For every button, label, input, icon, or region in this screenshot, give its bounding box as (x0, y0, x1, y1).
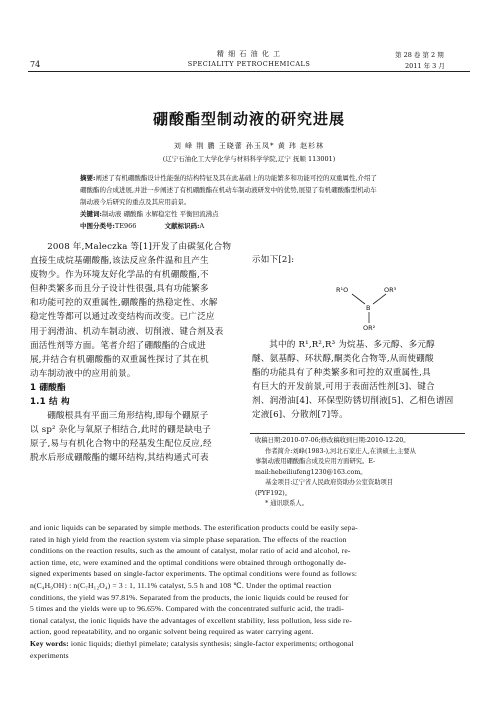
english-keywords-label: Key words: (30, 638, 69, 648)
paragraph-line: 动车制动液中的应用前景。 (30, 368, 136, 379)
abstract-line: 硼酸酯的合成进展,并进一步阐述了有机硼酸酯在机动车制动液研发中的优势,展望了有机硼酸酯型机动车 (80, 186, 377, 194)
right-column-text (252, 338, 467, 423)
article-title: 硼酸酯型制动液的研究进展 (152, 110, 345, 128)
footnote-line: 作者简介:刘峰(1983-),河北石家庄人,在读硕士,主要从 (265, 447, 416, 455)
english-abstract-line: conditions, the yield was 97.81%. Separated from the products, the ionic liquids could be reused for (30, 592, 349, 602)
left-column-intro (30, 240, 245, 466)
paragraph-line: 废物少。作为环境友好化学品的有机硼酸酯,不 (30, 270, 209, 281)
paragraph-line: 用于润滑油、机动车制动液、切削液、键合剂及表 (30, 326, 224, 337)
english-abstract-line: rated in high yield from the reaction system via simple phase separation. The effects of the reaction (30, 534, 347, 544)
english-keywords-cont: experiments (30, 650, 69, 660)
paragraph-line: 原子,易与有机化合物中的羟基发生配位反应,经 (30, 439, 212, 450)
paragraph-line: 和功能可控的双重属性,硼酸酯的热稳定性、水解 (30, 298, 218, 309)
structure-or3: OR³ (384, 286, 397, 294)
paragraph-line: 有巨大的开发前景,可用于表面活性剂[3]、键合 (252, 382, 435, 393)
paragraph-line: 脱水后形成硼酸酯的螺环结构,其结构通式可表 (30, 453, 209, 464)
header-rule (28, 71, 470, 72)
structure-boron: B (366, 304, 371, 312)
english-abstract-line: action time, etc, were examined and the optimal conditions were obtained through orthogonally de- (30, 557, 347, 567)
footnote (255, 436, 470, 510)
footnote-rule (250, 433, 465, 434)
class-number-label: 中图分类号: (80, 222, 115, 230)
affiliation: (辽宁石油化工大学化学与材料科学学院,辽宁 抚顺 113001) (162, 155, 336, 163)
paragraph-line: 醚、氨基醇、环状醇,酮类化合物等,从而使硼酸 (252, 354, 434, 365)
paragraph-line: 展,并结合有机硼酸酯的双重属性探讨了其在机 (30, 354, 209, 365)
publication-date: 2011 年 3 月 (405, 62, 445, 70)
paragraph-line: 硼酸根具有平面三角形结构,即每个硼原子 (47, 411, 209, 422)
paragraph-line: 面活性剂等方面。笔者介绍了硼酸酯的合成进 (30, 340, 206, 351)
journal-name-cn: 精 细 石 油 化 工 (216, 50, 282, 58)
document-code: A (199, 222, 205, 230)
english-abstract-line: action, good repeatability, and no organic solvent being required as water carrying agent. (30, 627, 314, 637)
section-heading-1: 1 硼酸酯 (30, 382, 66, 393)
footnote-line: 收稿日期:2010-07-06;修改稿收到日期:2010-12-20。 (255, 437, 410, 444)
paragraph-line: 定液[6]、分散剂[7]等。 (252, 410, 348, 421)
paragraph-line: 其中的 R¹,R²,R³ 为烷基、多元醇、多元醇 (269, 340, 435, 350)
abstract-label: 摘要: (80, 174, 96, 182)
abstract (80, 172, 420, 232)
paragraph-line: 直接生成烷基硼酸酯,该法反应条件温和且产生 (30, 256, 209, 267)
abstract-line: 制动液今后研究的重点及其应用前景。 (80, 198, 191, 206)
footnote-line: 基金项目:辽宁省人民政府资助办公室资助项目 (265, 479, 394, 486)
footnote-line: 事制动液用硼酸酯合成及应用方面研究。E- (255, 458, 376, 465)
document-code-label: 文献标识码: (164, 222, 200, 230)
english-abstract-line: 5 times and the yields were up to 96.65%. Compared with the concentrated sulfuric acid, the tradi- (30, 604, 344, 614)
borate-ester-structure (330, 282, 410, 338)
keywords: 制动液 硼酸酯 水解稳定性 平衡回流沸点 (101, 210, 219, 218)
paragraph-line: 剂、润滑油[4]、环保型防锈切削液[5]、乙相色谱固 (252, 396, 454, 407)
footnote-line: mail:hebeiliufeng1230@163.com。 (255, 468, 367, 476)
paragraph-line: 但种类繁多而且分子设计性很强,具有功能繁多 (30, 284, 209, 295)
paragraph-line: 2008 年,Maleczka 等[1]开发了由碳氢化合物 (47, 242, 232, 252)
class-number: TE966 (114, 222, 137, 230)
structure-intro: 示如下[2]: (252, 255, 295, 265)
english-abstract-line: n(C₄H₉OH) : n(C₇H₁₂O₄) = 3 : 1, 11.1% catalyst, 5.5 h and 108 ℃. Under the optimal reaction (30, 580, 332, 590)
structure-r1o: R¹O (336, 286, 349, 294)
abstract-line: 阐述了有机硼酸酯设计性能强的结构特征及其在此基础上的功能繁多和功能可控的双重属性,介绍了 (95, 174, 377, 182)
page-number: 74 (30, 60, 41, 69)
english-abstract-line: tional catalyst, the ionic liquids have the advantages of excellent stability, less pollution, less side re- (30, 615, 352, 625)
volume-issue: 第 28 卷 第 2 期 (395, 51, 444, 59)
structure-or2: OR² (363, 324, 376, 332)
paragraph-line: 酯的功能具有了种类繁多和可控的双重属性,具 (252, 368, 431, 379)
english-abstract-line: conditions on the reaction results, such as the amount of catalyst, molar ratio of acid and alcohol, re- (30, 546, 351, 556)
section-heading-1-1: 1.1 结 构 (30, 397, 70, 408)
author-list: 刘 峰 荆 鹏 王晓蕾 孙玉凤* 黄 玮 赵杉林 (173, 142, 325, 150)
english-abstract (30, 522, 470, 661)
paragraph-line: 稳定性等都可以通过改变结构而改变。已广泛应 (30, 312, 215, 323)
footnote-line: * 通讯联系人。 (265, 500, 309, 507)
footnote-line: (PYF192)。 (255, 489, 291, 497)
paragraph-line: 以 sp² 杂化与氧原子相结合,此时的硼是缺电子 (30, 425, 212, 436)
english-abstract-line: signed experiments based on single-factor experiments. The optimal conditions were found as follows: (30, 569, 358, 579)
english-abstract-line: and ionic liquids can be separated by simple methods. The esterification products could be easily sepa- (30, 523, 358, 532)
journal-name-en: SPECIALITY PETROCHEMICALS (187, 60, 311, 68)
english-keywords: ionic liquids; diethyl pimelate; catalysis synthesis; single-factor experiments; orthogonal (70, 638, 354, 648)
keywords-label: 关键词: (80, 210, 102, 218)
